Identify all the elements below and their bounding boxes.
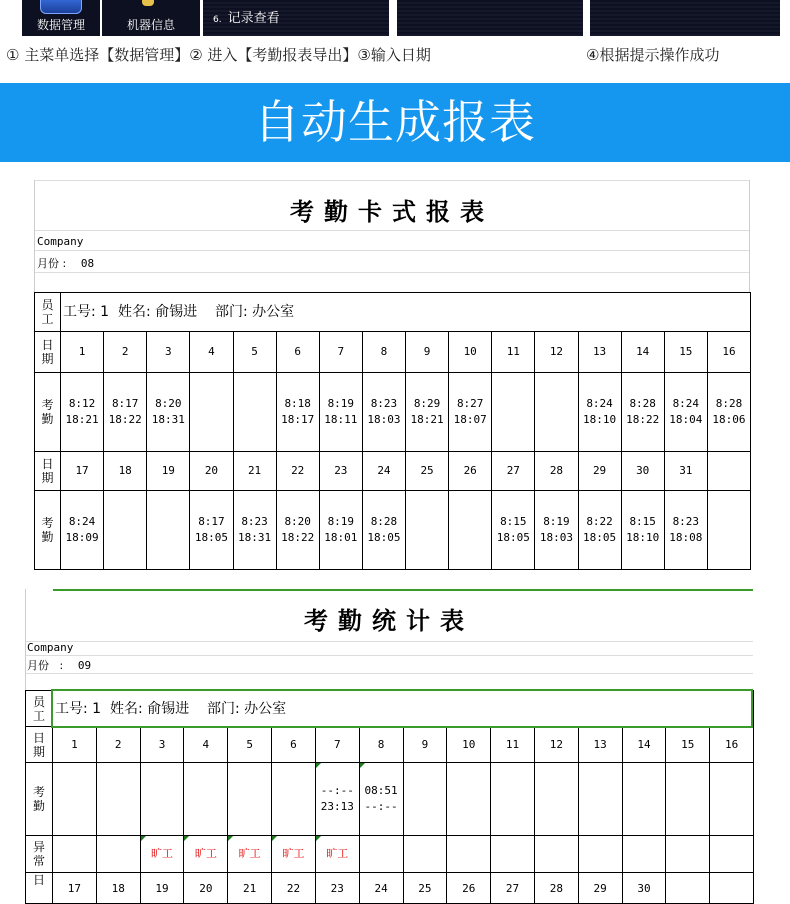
row-header: 考 勤 (26, 763, 53, 836)
month-label: 月份 : (27, 659, 64, 672)
clock-out: 18:06 (712, 413, 746, 426)
card-report-table (34, 292, 751, 570)
date-cell: 26 (447, 873, 491, 904)
menu-item-number: 6. (213, 15, 222, 25)
date-cell: 17 (61, 452, 104, 491)
clock-in: 8:17 (111, 397, 139, 410)
clock-out: 18:31 (151, 413, 185, 426)
attendance-cell (535, 491, 578, 570)
row-header: 考 勤 (35, 373, 61, 452)
attendance-cell (104, 491, 147, 570)
attendance-cell (666, 763, 710, 836)
attendance-cell (104, 373, 147, 452)
clock-out: 18:09 (65, 531, 99, 544)
date-cell: 21 (228, 873, 272, 904)
clock-in: 8:24 (68, 515, 96, 528)
attendance-cell (664, 491, 707, 570)
clock-in: 8:19 (543, 515, 570, 528)
date-cell: 8 (359, 727, 403, 763)
attendance-cell (406, 373, 449, 452)
date-cell: 31 (664, 452, 707, 491)
date-cell: 13 (578, 727, 622, 763)
clock-in: --:-- (320, 784, 354, 797)
date-cell: 23 (319, 452, 362, 491)
attendance-cell (492, 373, 535, 452)
clock-out: --:-- (364, 800, 398, 813)
clock-out: 18:11 (324, 413, 358, 426)
abnormal-cell (534, 836, 578, 873)
date-cell: 16 (707, 332, 750, 373)
abnormal-cell (578, 836, 622, 873)
steps-caption (6, 44, 786, 64)
date-cell: 28 (534, 873, 578, 904)
abnormal-cell (403, 836, 447, 873)
attendance-cell (578, 763, 622, 836)
date-cell: 5 (228, 727, 272, 763)
attendance-cell (319, 373, 362, 452)
banner-title: 自动生成报表 (0, 83, 790, 162)
date-cell: 4 (190, 332, 233, 373)
company-label: Company (37, 235, 84, 248)
abnormal-cell (96, 836, 140, 873)
date-cell: 23 (315, 873, 359, 904)
attendance-cell (578, 491, 621, 570)
date-cell (707, 452, 750, 491)
attendance-cell (53, 763, 97, 836)
clock-out: 18:22 (108, 413, 142, 426)
clock-out: 18:21 (65, 413, 99, 426)
clock-out: 18:05 (496, 531, 530, 544)
menu-tile-data-management[interactable] (22, 0, 100, 36)
attendance-cell (276, 491, 319, 570)
date-cell: 29 (578, 873, 622, 904)
card-report-title: 考勤卡式报表 (290, 197, 494, 226)
date-cell: 13 (578, 332, 621, 373)
date-cell: 10 (447, 727, 491, 763)
menu-item-label: 记录查看 (227, 11, 280, 26)
attendance-cell (621, 373, 664, 452)
attendance-cell (233, 373, 276, 452)
date-row (26, 873, 754, 904)
row-header: 日 期 (35, 332, 61, 373)
clock-out: 18:01 (324, 531, 358, 544)
attendance-cell (362, 491, 405, 570)
clock-out: 18:22 (626, 413, 660, 426)
step-4: ④根据提示操作成功 (586, 46, 720, 64)
menu-tile-blank (590, 0, 780, 36)
attendance-cell (447, 763, 491, 836)
abnormal-cell (447, 836, 491, 873)
attendance-cell (707, 491, 750, 570)
date-cell: 9 (406, 332, 449, 373)
date-cell: 19 (147, 452, 190, 491)
clock-in: 8:24 (672, 397, 700, 410)
attendance-cell (449, 373, 492, 452)
month-row (37, 255, 94, 271)
menu-tile-label: 机器信息 (126, 18, 175, 32)
date-cell: 7 (319, 332, 362, 373)
clock-in: 8:22 (586, 515, 613, 528)
attendance-cell (621, 491, 664, 570)
date-cell: 22 (276, 452, 319, 491)
employee-row (26, 691, 754, 727)
attendance-cell (61, 491, 104, 570)
employee-info: 工号: 1 姓名: 俞锡进 部门: 办公室 (61, 293, 751, 332)
attendance-cell (492, 491, 535, 570)
company-label: Company (27, 641, 74, 654)
stat-report-sheet (25, 589, 753, 895)
date-cell (666, 873, 710, 904)
employee-row (35, 293, 751, 332)
abnormal-cell: 旷工 (272, 836, 316, 873)
date-cell: 24 (359, 873, 403, 904)
clock-in: 08:51 (364, 784, 398, 797)
attendance-cell (184, 763, 228, 836)
date-cell: 11 (491, 727, 535, 763)
clock-out: 18:05 (583, 531, 617, 544)
row-header: 日 期 (35, 452, 61, 491)
row-header: 日 (26, 873, 53, 904)
date-cell: 14 (621, 332, 664, 373)
row-header: 考 勤 (35, 491, 61, 570)
attendance-cell (622, 763, 666, 836)
machine-icon (142, 0, 154, 6)
clock-out: 18:03 (367, 413, 401, 426)
attendance-cell (319, 491, 362, 570)
attendance-cell (190, 491, 233, 570)
date-cell: 27 (491, 873, 535, 904)
clock-out: 18:04 (669, 413, 703, 426)
clock-out: 18:22 (281, 531, 315, 544)
date-cell: 16 (710, 727, 754, 763)
attendance-cell (491, 763, 535, 836)
clock-in: 8:20 (155, 397, 182, 410)
abnormal-cell (666, 836, 710, 873)
attendance-cell (449, 491, 492, 570)
attendance-cell (406, 491, 449, 570)
month-row (27, 657, 91, 673)
date-cell: 3 (140, 727, 184, 763)
date-cell: 20 (184, 873, 228, 904)
date-cell: 11 (492, 332, 535, 373)
date-cell: 5 (233, 332, 276, 373)
abnormal-cell (359, 836, 403, 873)
attendance-cell (147, 373, 190, 452)
date-cell: 1 (61, 332, 104, 373)
clock-in: 8:28 (629, 397, 656, 410)
date-cell: 21 (233, 452, 276, 491)
clock-in: 8:12 (68, 397, 96, 410)
clock-out: 23:13 (320, 800, 354, 813)
attendance-cell (664, 373, 707, 452)
date-row (26, 727, 754, 763)
menu-strip (0, 0, 790, 36)
abnormal-cell (491, 836, 535, 873)
attendance-cell (534, 763, 578, 836)
clock-in: 8:23 (241, 515, 268, 528)
attendance-cell (535, 373, 578, 452)
menu-tile-blank (397, 0, 583, 36)
clock-out: 18:31 (238, 531, 272, 544)
menu-tile-machine-info[interactable] (102, 0, 200, 36)
clock-out: 18:10 (583, 413, 617, 426)
clock-in: 8:24 (586, 397, 613, 410)
folder-icon (40, 0, 82, 14)
date-cell: 19 (140, 873, 184, 904)
date-cell: 28 (535, 452, 578, 491)
selection-top-edge (53, 589, 753, 591)
card-report-sheet (34, 180, 750, 573)
attendance-cell (710, 763, 754, 836)
row-header: 员 工 (26, 691, 53, 727)
attendance-cell (707, 373, 750, 452)
clock-out: 18:17 (281, 413, 315, 426)
date-cell: 29 (578, 452, 621, 491)
date-cell: 15 (666, 727, 710, 763)
row-header: 日 期 (26, 727, 53, 763)
employee-info[interactable]: 工号: 1 姓名: 俞锡进 部门: 办公室 (53, 691, 754, 727)
attendance-cell (96, 763, 140, 836)
clock-in: 8:18 (284, 397, 311, 410)
date-cell: 22 (272, 873, 316, 904)
date-cell: 7 (315, 727, 359, 763)
clock-out: 18:03 (539, 531, 573, 544)
month-value: 08 (80, 257, 95, 270)
date-cell: 24 (362, 452, 405, 491)
date-cell: 8 (362, 332, 405, 373)
attendance-row (26, 763, 754, 836)
clock-in: 8:15 (629, 515, 656, 528)
stat-report-table (25, 690, 754, 904)
clock-in: 8:20 (284, 515, 311, 528)
clock-out: 18:21 (410, 413, 444, 426)
clock-out: 18:08 (669, 531, 703, 544)
clock-in: 8:15 (500, 515, 527, 528)
abnormal-cell: 旷工 (228, 836, 272, 873)
date-cell: 1 (53, 727, 97, 763)
date-cell: 4 (184, 727, 228, 763)
attendance-cell (315, 763, 359, 836)
date-cell: 30 (621, 452, 664, 491)
row-header: 员 工 (35, 293, 61, 332)
clock-in: 8:19 (327, 397, 355, 410)
clock-in: 8:27 (456, 397, 484, 410)
date-cell: 12 (534, 727, 578, 763)
date-cell: 27 (492, 452, 535, 491)
date-cell: 18 (96, 873, 140, 904)
date-cell: 17 (53, 873, 97, 904)
attendance-cell (276, 373, 319, 452)
date-cell: 25 (406, 452, 449, 491)
date-cell: 26 (449, 452, 492, 491)
date-cell: 12 (535, 332, 578, 373)
date-cell: 2 (96, 727, 140, 763)
attendance-cell (147, 491, 190, 570)
date-cell: 25 (403, 873, 447, 904)
date-cell: 15 (664, 332, 707, 373)
date-row (35, 332, 751, 373)
attendance-cell (362, 373, 405, 452)
row-header: 异 常 (26, 836, 53, 873)
attendance-row (35, 373, 751, 452)
clock-in: 8:17 (198, 515, 225, 528)
clock-in: 8:28 (370, 515, 398, 528)
abnormal-cell (710, 836, 754, 873)
menu-tile-label: 数据管理 (36, 18, 85, 32)
clock-out: 18:05 (194, 531, 228, 544)
clock-out: 18:10 (626, 531, 660, 544)
clock-in: 8:23 (672, 515, 700, 528)
clock-in: 8:29 (413, 397, 441, 410)
abnormal-cell: 旷工 (140, 836, 184, 873)
date-cell: 30 (622, 873, 666, 904)
abnormal-row (26, 836, 754, 873)
date-cell: 18 (104, 452, 147, 491)
date-cell: 2 (104, 332, 147, 373)
date-cell: 3 (147, 332, 190, 373)
attendance-cell (233, 491, 276, 570)
date-cell: 20 (190, 452, 233, 491)
abnormal-cell: 旷工 (184, 836, 228, 873)
attendance-cell (403, 763, 447, 836)
month-label: 月份 : (37, 257, 67, 270)
attendance-cell (359, 763, 403, 836)
clock-in: 8:23 (370, 397, 398, 410)
date-cell: 9 (403, 727, 447, 763)
clock-in: 8:28 (715, 397, 743, 410)
date-cell: 6 (276, 332, 319, 373)
date-row (35, 452, 751, 491)
steps-1-3: ① 主菜单选择【数据管理】② 进入【考勤报表导出】③输入日期 (6, 46, 431, 64)
attendance-cell (140, 763, 184, 836)
date-cell (710, 873, 754, 904)
attendance-cell (190, 373, 233, 452)
clock-out: 18:07 (453, 413, 487, 426)
menu-item-record-view[interactable] (203, 0, 389, 36)
month-value: 09 (77, 659, 92, 672)
clock-out: 18:05 (367, 531, 401, 544)
attendance-cell (228, 763, 272, 836)
stat-report-title: 考勤统计表 (304, 606, 474, 635)
attendance-cell (61, 373, 104, 452)
date-cell: 10 (449, 332, 492, 373)
attendance-row (35, 491, 751, 570)
abnormal-cell (622, 836, 666, 873)
date-cell: 14 (622, 727, 666, 763)
attendance-cell (578, 373, 621, 452)
date-cell: 6 (272, 727, 316, 763)
clock-in: 8:19 (327, 515, 355, 528)
attendance-cell (272, 763, 316, 836)
abnormal-cell (53, 836, 97, 873)
abnormal-cell: 旷工 (315, 836, 359, 873)
